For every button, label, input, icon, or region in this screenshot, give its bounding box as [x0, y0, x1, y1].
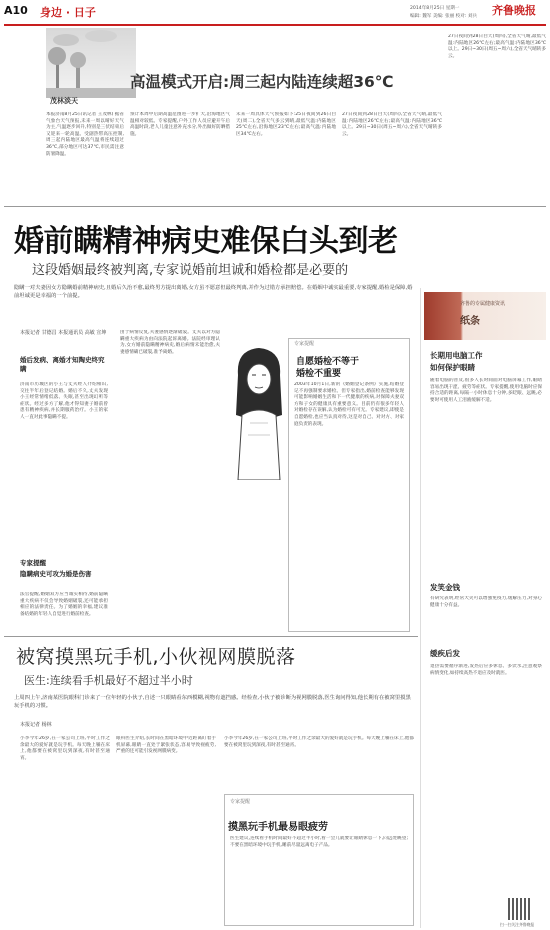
weather-headline: 高温模式开启:周三起内陆连续超36℃: [130, 73, 394, 91]
header-rule: [4, 24, 546, 26]
editor-credits: 编辑: 魏军 美编: 张丽 校对: 刘兵: [410, 14, 478, 19]
newspaper-logo: 齐鲁晚报: [492, 4, 536, 17]
side-body-3: 退热需要循序渐进,发热后应多休息、多饮水,注意观察病情变化,如持续高热不退应及时就医。: [430, 664, 542, 676]
phone-column-2: 眼科医生介绍,长时间在黑暗环境中近距离盯着手机屏幕,眼睛一直处于紧张状态,容易导致视疲劳,严重的还可能引发视网膜病变。: [116, 736, 216, 755]
phone-column-3: 小李今年26岁,在一家公司上班,平时工作之余最大的爱好就是玩手机。每天晚上躺在床上,他都要在被窝里玩到深夜,有时甚至通宵。: [224, 736, 414, 748]
expert-title-line-1: 自愿婚检不等于: [296, 357, 360, 367]
marriage-lead-paragraph: 隐瞒一对夫妻因女方隐瞒婚前精神病史,且婚后久治不愈,最终男方提出离婚,女方虽不愿意但最终判离,并作为过错方承担赔偿。在婚姻中诚实最重要,专家提醒,婚检是保障,婚前坦诚更是幸福的一个前提。: [14, 285, 413, 300]
weather-photo-credit: 茂林淡天: [50, 97, 78, 105]
weather-illustration: [46, 28, 136, 98]
woman-illustration: [228, 345, 290, 480]
phone-lead-paragraph: 上周四上午,济南某医院眼科门诊来了一位年轻的小伙子,自述一只眼睛看东西模糊,视物有遮挡感。经检查,小伙子被诊断为视网膜脱落,医生询问得知,他长期有在被窝里摸黑玩手机的习惯。: [14, 695, 411, 710]
page-number: A10: [4, 4, 28, 17]
side-body-2: 有研究表明,经常大笑可以增强免疫力,缓解压力,对身心健康十分有益。: [430, 596, 542, 608]
weather-column-1: 本报济南8月25日讯记者 王茂林) 据省气象台天气预报,未来一周以晴好天气为主,气温逐步回升,特别是三伏结束后又迎来一轮高温。受副热带高压控制,周三起内陆地区最高气温将连续超过36℃,部分地区可达37℃,市民需注意防暑降温。: [46, 112, 124, 157]
phone-box-title: 摸黑玩手机最易眼疲劳: [228, 822, 328, 833]
weather-column-5: 27日夜间到28日白天(周四),全省天气晴,最低气温:内陆地区26℃左右;最高气温:内陆地区36℃以上。29日~30日(周五~周六),全省天气晴转多云。: [448, 34, 546, 59]
marriage-subheadline: 这段婚姻最终被判离,专家说婚前坦诚和婚检都是必要的: [32, 263, 349, 278]
expert-title-line-2: 婚检不重要: [296, 369, 342, 379]
expert-body: 2003年10月1日,新的《婚姻登记条例》实施,结婚登记不再强制要求婚检。但专家指出,婚前检查能够发现可能影响婚姻生活和下一代健康的疾病,对保障夫妻双方和子女的健康具有重要意义。目前仍有很多年轻人对婚检存在误解,认为婚检可有可无。专家建议,即使是自愿婚检,也应当认真对待,这是对自己、对对方、对家庭负责的表现。: [294, 382, 404, 427]
weather-column-3: 未来一周具体天气预报如下:25日夜间到26日白天(周二),全省天气多云到晴,最低气温:内陆地区25℃左右,沿海地区23℃左右;最高气温:内陆地区34℃左右。: [236, 112, 336, 137]
marriage-column-2: 由于病情反复,夫妻感情逐渐破裂。丈夫以对方隐瞒重大疾病为由向法院起诉离婚。法院经审理认为,女方婚前隐瞒精神病史,婚后病情未能治愈,夫妻感情确已破裂,准予离婚。: [120, 330, 220, 355]
marriage-subhead-3: 隐瞒病史可攻为婚是伤害: [20, 570, 92, 578]
health-column-name: 纸条: [460, 316, 480, 327]
expert-tag: 专家提醒: [294, 341, 315, 347]
issue-date: 2014年8月25日 星期一: [410, 6, 460, 11]
side-heading-4: 缓疾后发: [430, 649, 460, 658]
marriage-subhead-2: 专家提醒: [20, 559, 46, 567]
marriage-column-1: 济南市历城区的小王与丈夫经人介绍相识,交往半年后登记结婚。婚后不久,丈夫发现小王经常情绪低落、失眠,甚至出现幻听等症状。经过多方了解,他才得知妻子婚前曾患有精神疾病,并长期服药治疗。小王的家人一直对此事隐瞒不提。: [20, 382, 108, 420]
side-body-1: 随着电脑的普及,很多人长时间面对电脑屏幕工作,眼睛容易出现干涩、疲劳等症状。专家提醒,使用电脑时应保持合适的距离,每隔一小时休息十分钟,多眨眼、远眺,必要时可使用人工泪液缓解不适。: [430, 378, 542, 403]
health-column-tagline: 齐鲁的专属健康资讯: [460, 301, 506, 307]
side-heading-3: 发笑金钱: [430, 583, 460, 592]
section-divider: [4, 206, 546, 207]
section-title: 身边 · 日子: [40, 6, 96, 19]
phone-column-1: 小李今年26岁,在一家公司上班,平时工作之余最大的爱好就是玩手机。每天晚上躺在床上,他都要在被窝里玩到深夜,有时甚至通宵。: [20, 736, 110, 761]
section-divider-2: [4, 636, 418, 637]
qr-code-icon: [508, 898, 530, 920]
phone-headline: 被窝摸黑玩手机,小伙视网膜脱落: [16, 646, 296, 668]
phone-byline: 本报记者 杨林: [20, 722, 52, 728]
phone-subheadline: 医生:连续看手机最好不超过半小时: [24, 674, 193, 687]
weather-column-2: 预计本周中后期高温范围进一步扩大,沿海地区气温相对较低。专家提醒,户外工作人员应避开午后高温时段,老人儿童注意补充水分,外出做好防晒措施。: [130, 112, 230, 137]
qr-caption: 扫一扫关注齐鲁晚报: [500, 922, 535, 927]
weather-photo: [46, 28, 136, 98]
marriage-column-1b: 法官提醒,婚姻双方应当诚实相待,婚前隐瞒重大疾病不仅会导致婚姻破裂,还可能承担相应的法律责任。为了婚姻的幸福,建议准备结婚的年轻人自觉进行婚前检查。: [20, 592, 108, 617]
marriage-subhead-1: 婚后发病、离婚才知陶史终究瞒: [20, 356, 105, 373]
phone-box-tag: 专家提醒: [230, 799, 251, 805]
side-heading-2: 如何保护眼睛: [430, 363, 475, 372]
phone-box-body: 医生建议,连续看手机时间最好不超过半小时,看一会儿就要让眼睛休息一下,向远处眺望;不要在黑暗环境中玩手机,睡前尽量远离电子产品。: [230, 836, 408, 848]
weather-column-4: 27日夜间到28日白天(周四),全省天气晴,最低气温:内陆地区26℃左右;最高气温:内陆地区36℃以上。29日~30日(周五~周六),全省天气晴转多云。: [342, 112, 442, 137]
marriage-byline: 本报记者 甘德昌 本报通讯员 高敏 宣坤: [20, 330, 107, 336]
marriage-headline: 婚前瞒精神病史难保白头到老: [14, 224, 398, 259]
column-divider: [420, 288, 421, 928]
side-heading-1: 长期用电脑工作: [430, 351, 483, 360]
